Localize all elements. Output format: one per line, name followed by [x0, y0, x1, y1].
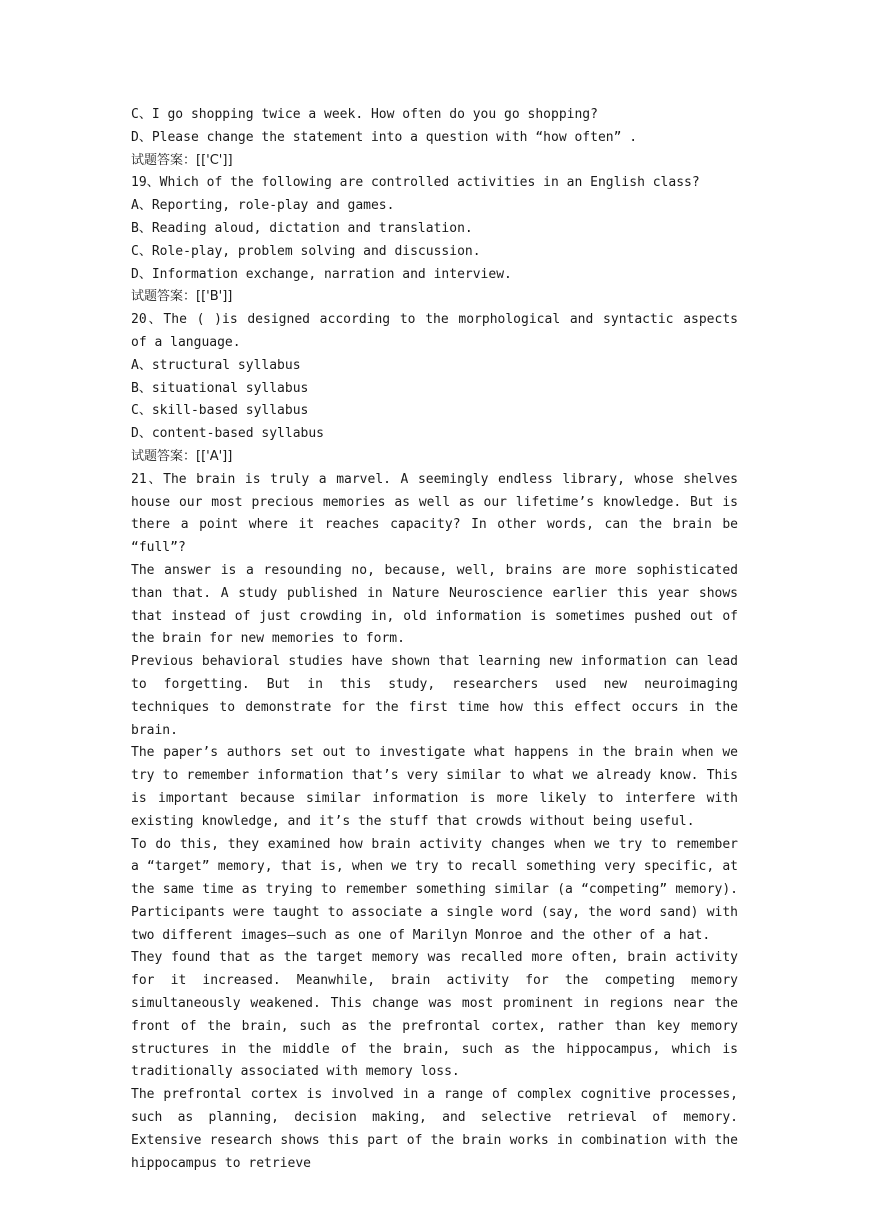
q21-paragraph: 21、The brain is truly a marvel. A seemingly endless library, whose shelves house our most precious memories as well as our lifetime’s knowledge. But is there a point where it reaches capacity? In other words, can the brain be “full”?: [131, 471, 738, 556]
q21-paragraph: To do this, they examined how brain activity changes when we try to remember a “target” memory, that is, when we try to recall something very specific, at the same time as trying to remember something similar (a “competing” memory). Participants were taught to associate a single word (say, the word sand) with two different images—such as one of Marilyn Monroe and the other of a hat.: [131, 836, 738, 943]
q19-option-b: B、Reading aloud, dictation and translation.: [131, 220, 473, 236]
q19-option-a: A、Reporting, role-play and games.: [131, 198, 395, 214]
q21-paragraph: The prefrontal cortex is involved in a range of complex cognitive processes, such as planning, decision making, and selective retrieval of memory. Extensive research shows this part of the brain works in combination with the hippocampus to retrieve: [131, 1087, 738, 1171]
q19-option-d: D、Information exchange, narration and interview.: [131, 266, 512, 282]
q20-option-a: A、structural syllabus: [131, 357, 301, 373]
q18-option-d: D、Please change the statement into a question with “how often” .: [131, 129, 638, 145]
q21-paragraph: The answer is a resounding no, because, well, brains are more sophisticated than that. A study published in Nature Neuroscience earlier this year shows that instead of just crowding in, old information is sometimes pushed out of the brain for new memories to form.: [131, 562, 738, 647]
q18-answer: 试题答案：[['C']]: [131, 152, 233, 168]
q19-option-c: C、Role-play, problem solving and discussion.: [131, 243, 481, 259]
q19-answer: 试题答案：[['B']]: [131, 289, 233, 305]
q21-paragraph: The paper’s authors set out to investigate what happens in the brain when we try to remember information that’s very similar to what we already know. This is important because similar information is more likely to interfere with existing knowledge, and it’s the stuff that crowds without being useful.: [131, 745, 738, 829]
q18-option-c: C、I go shopping twice a week. How often do you go shopping?: [131, 107, 598, 122]
document-page: [131, 104, 738, 1175]
q21-paragraph: Previous behavioral studies have shown that learning new information can lead to forgetting. But in this study, researchers used new neuroimaging techniques to demonstrate for the first time how this effect occurs in the brain.: [131, 654, 738, 738]
q20-option-b: B、situational syllabus: [131, 380, 309, 396]
q20-question: 20、The ( )is designed according to the morphological and syntactic aspects of a language.: [131, 312, 738, 350]
q20-answer: 试题答案：[['A']]: [131, 448, 233, 464]
q20-option-c: C、skill-based syllabus: [131, 403, 309, 419]
q21-paragraph: They found that as the target memory was recalled more often, brain activity for it increased. Meanwhile, brain activity for the competing memory simultaneously weakened. This change was most prominent in regions near the front of the brain, such as the prefrontal cortex, rather than key memory structures in the middle of the brain, such as the hippocampus, which is traditionally associated with memory loss.: [131, 950, 738, 1080]
q20-option-d: D、content-based syllabus: [131, 426, 325, 442]
q19-question: 19、Which of the following are controlled activities in an English class?: [131, 175, 700, 191]
